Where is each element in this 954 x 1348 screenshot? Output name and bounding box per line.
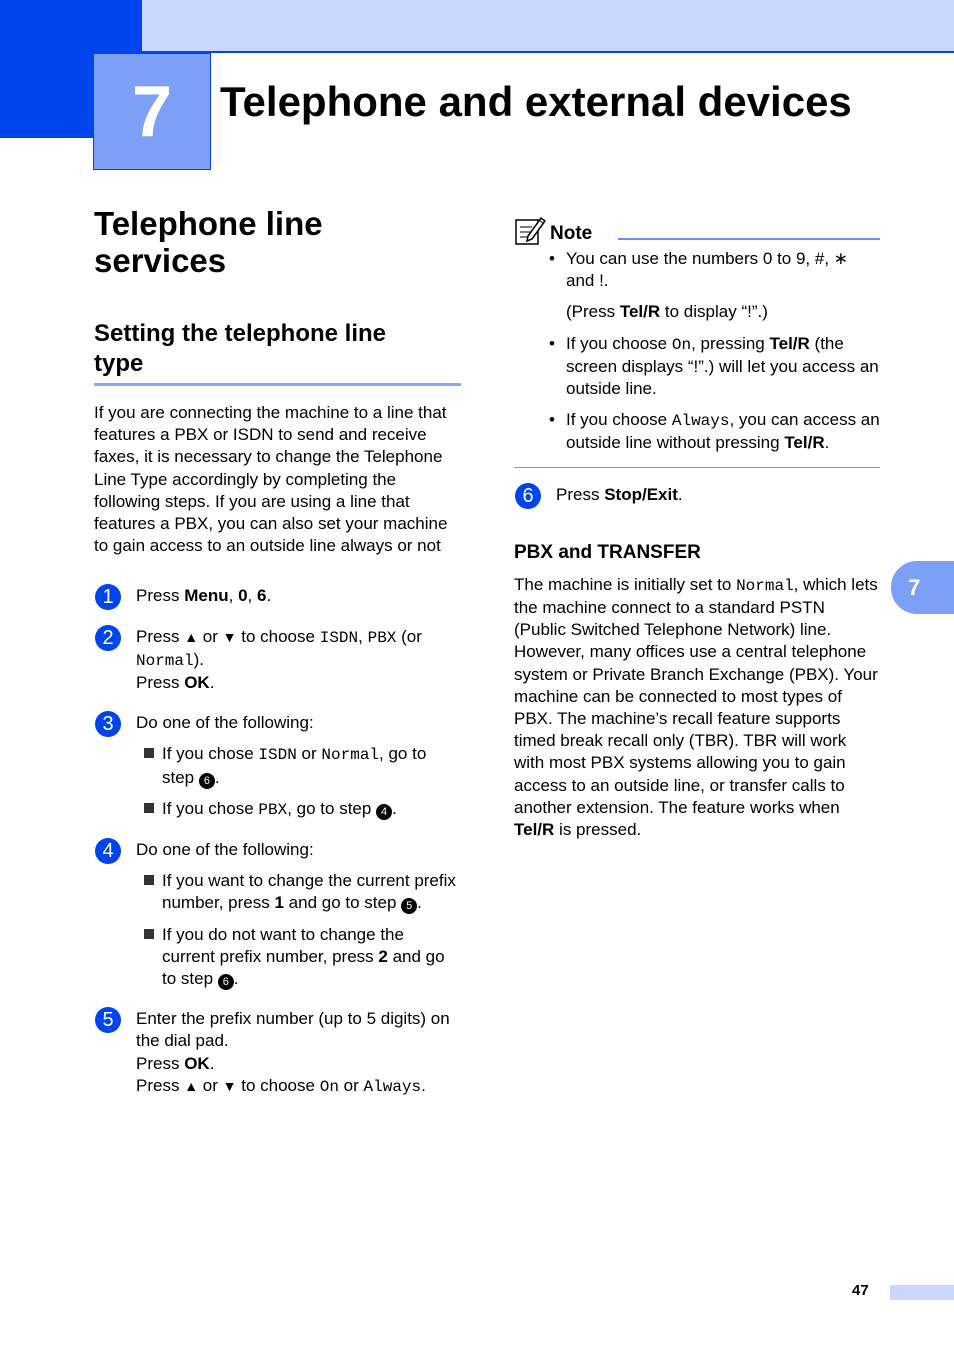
note-bottom-rule	[514, 467, 880, 468]
chapter-side-tab: 7	[891, 561, 954, 614]
header-rule	[142, 51, 954, 53]
step-ref: 6	[218, 974, 234, 990]
header-light-band	[142, 0, 954, 52]
note-item-2: • If you choose On, pressing Tel/R (the screen displays “!”.) will let you access an outside line.	[549, 333, 879, 399]
left-column	[94, 205, 461, 1098]
step-ref: 6	[199, 773, 215, 789]
step-number: 2	[95, 625, 121, 651]
step-6: 6 Press Stop/Exit.	[514, 484, 880, 506]
step-4-option-2: If you do not want to change the current prefix number, press 2 and go to step 6 .	[136, 924, 461, 991]
down-arrow-icon: ▼	[222, 628, 237, 645]
intro-paragraph: If you are connecting the machine to a line that features a PBX or ISDN to send and receive faxes, it is necessary to change the Telephone Line Type accordingly by completing the following steps. If you are using a line that features a PBX, you can also set your machine to gain access to an outside line always or not	[94, 403, 448, 556]
step-number: 3	[95, 711, 121, 737]
down-arrow-icon: ▼	[222, 1077, 237, 1094]
chapter-title: Telephone and external devices	[220, 78, 852, 125]
step-3-option-1: If you chose ISDN or Normal, go to step 6 .	[136, 743, 461, 788]
step-5: 5 Enter the prefix number (up to 5 digits) on the dial pad. Press OK. Press ▲ or ▼ to choose On or Always.	[94, 1008, 461, 1098]
step-number: 4	[95, 838, 121, 864]
step-4-option-1: If you want to change the current prefix number, press 1 and go to step 5 .	[136, 870, 461, 914]
pbx-heading: PBX and TRANSFER	[514, 541, 701, 563]
step-2: 2 Press ▲ or ▼ to choose ISDN, PBX (or Normal). Press OK.	[94, 626, 461, 695]
page-number: 47	[852, 1282, 869, 1299]
right-column	[514, 214, 880, 841]
chapter-number: 7	[131, 71, 173, 152]
note-list	[514, 248, 880, 455]
subsection-title: Setting the telephone line type	[94, 319, 461, 386]
step-number: 6	[515, 483, 541, 509]
step-ref: 5	[401, 898, 417, 914]
step-number: 5	[95, 1007, 121, 1033]
step-number: 1	[95, 584, 121, 610]
note-pencil-icon	[514, 214, 546, 246]
note-header	[514, 214, 880, 248]
step-3-option-2: If you chose PBX, go to step 4 .	[136, 798, 461, 821]
note-rule	[618, 238, 880, 240]
up-arrow-icon: ▲	[184, 1077, 199, 1094]
pbx-paragraph: The machine is initially set to Normal, which lets the machine connect to a standard PSTN (Public Switched Telephone Network) line. However, many offices use a central telephone system or Private Branch Exchange (PBX). Your machine can be connected to most types of PBX. The machine’s recall feature supports timed break recall only (TBR). TBR will work with most PBX systems allowing you to gain access to an outside line, or transfer calls to another extension. The feature works when Tel/R is pressed.	[514, 574, 878, 840]
step-3: 3 Do one of the following: If you chose ISDN or Normal, go to step 6 . If you chose PBX, go to step 4 .	[94, 712, 461, 821]
up-arrow-icon: ▲	[184, 628, 199, 645]
section-title: Telephone line services	[94, 205, 323, 279]
footer-bar	[890, 1285, 954, 1300]
note-title: Note	[550, 223, 593, 244]
step-ref: 4	[376, 804, 392, 820]
chapter-number-box	[93, 53, 211, 170]
note-item-3: • If you choose Always, you can access an outside line without pressing Tel/R.	[549, 410, 880, 453]
step-1: 1 Press Menu, 0, 6.	[94, 585, 461, 607]
step-4: 4 Do one of the following: If you want to change the current prefix number, press 1 and go to step 5 . If you do not want to change the current prefix number, press 2 and go to step 6 .	[94, 839, 461, 990]
note-item-1: • You can use the numbers 0 to 9, #, ∗ and !. (Press Tel/R to display “!”.)	[549, 249, 849, 322]
